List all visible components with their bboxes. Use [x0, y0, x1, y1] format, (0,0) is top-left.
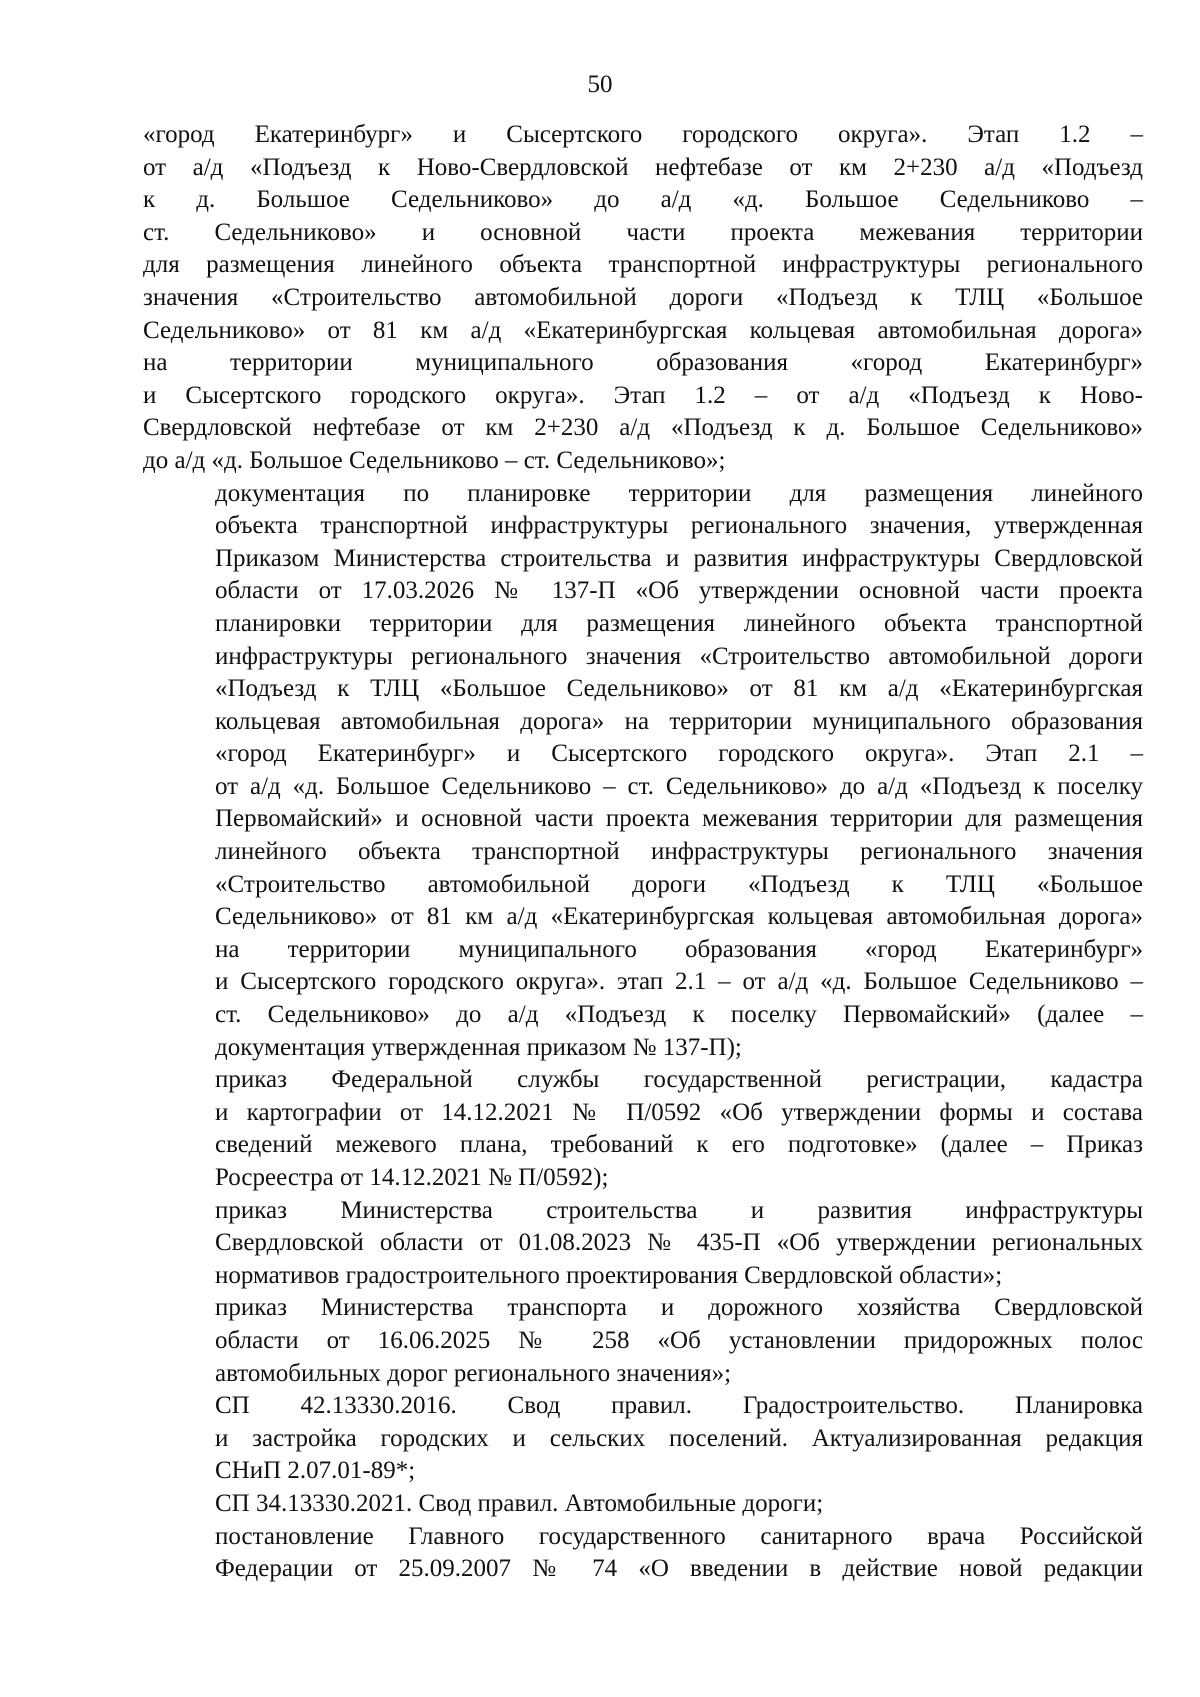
paragraph	[143, 1488, 1143, 1521]
text-line: и картографии от 14.12.2021 № П/0592 «Об утверждении формы и состава	[215, 1098, 1143, 1126]
text-line: до а/д «д. Большое Седельниково – ст. Седельниково»;	[143, 446, 726, 474]
paragraph	[143, 1390, 1143, 1488]
paragraph	[143, 119, 1143, 478]
paragraph	[143, 1195, 1143, 1293]
text-line: СП 34.13330.2021. Свод правил. Автомобильные дороги;	[215, 1489, 824, 1517]
text-line: на территории муниципального образования «город Екатеринбург»	[215, 935, 1143, 963]
text-line: «Строительство автомобильной дороги «Подъезд к ТЛЦ «Большое	[215, 870, 1143, 898]
paragraph	[143, 478, 1143, 1065]
text-line: документация утвержденная приказом № 137-П);	[215, 1033, 742, 1061]
text-line: значения «Строительство автомобильной дороги «Подъезд к ТЛЦ «Большое	[143, 283, 1143, 311]
text-line: к д. Большое Седельниково» до а/д «д. Большое Седельниково –	[143, 186, 1143, 214]
text-line: от а/д «Подъезд к Ново-Свердловской нефтебазе от км 2+230 а/д «Подъезд	[143, 153, 1143, 181]
paragraph	[143, 1292, 1143, 1390]
text-line: документация по планировке территории для размещения линейного	[215, 479, 1143, 507]
text-line: ст. Седельниково» и основной части проекта межевания территории	[143, 218, 1143, 246]
paragraph	[143, 1521, 1143, 1586]
text-line: постановление Главного государственного санитарного врача Российской	[215, 1522, 1143, 1550]
text-line: «Подъезд к ТЛЦ «Большое Седельниково» от 81 км а/д «Екатеринбургская	[215, 675, 1143, 703]
text-line: и Сысертского городского округа». Этап 1.2 – от а/д «Подъезд к Ново-	[143, 381, 1143, 409]
text-line: Приказом Министерства строительства и развития инфраструктуры Свердловской	[215, 544, 1143, 572]
text-line: Седельниково» от 81 км а/д «Екатеринбургская кольцевая автомобильная дорога»	[143, 316, 1143, 344]
text-line: «город Екатеринбург» и Сысертского городского округа». Этап 1.2 –	[143, 121, 1143, 148]
text-line: ст. Седельниково» до а/д «Подъезд к поселку Первомайский» (далее –	[215, 1001, 1143, 1029]
text-line: Росреестра от 14.12.2021 № П/0592);	[215, 1164, 609, 1191]
text-line: кольцевая автомобильная дорога» на территории муниципального образования	[215, 707, 1143, 735]
paragraph	[143, 1064, 1143, 1194]
text-line: приказ Министерства транспорта и дорожного хозяйства Свердловской	[215, 1294, 1143, 1322]
text-line: СП 42.13330.2016. Свод правил. Градостроительство. Планировка	[215, 1392, 1143, 1420]
text-line: сведений межевого плана, требований к его подготовке» (далее – Приказ	[215, 1131, 1143, 1159]
text-line: Седельниково» от 81 км а/д «Екатеринбургская кольцевая автомобильная дорога»	[215, 903, 1143, 931]
text-line: от а/д «д. Большое Седельниково – ст. Седельниково» до а/д «Подъезд к поселку	[215, 772, 1143, 800]
text-line: и застройка городских и сельских поселений. Актуализированная редакция	[215, 1424, 1143, 1452]
text-line: Первомайский» и основной части проекта межевания территории для размещения	[215, 805, 1143, 833]
text-line: СНиП 2.07.01-89*;	[215, 1457, 416, 1485]
text-line: Федерации от 25.09.2007 № 74 «О введении в действие новой редакции	[215, 1555, 1143, 1583]
document-body	[143, 119, 1143, 1586]
text-line: автомобильных дорог регионального значения»;	[215, 1359, 732, 1387]
text-line: «город Екатеринбург» и Сысертского городского округа». Этап 2.1 –	[215, 740, 1143, 768]
text-line: планировки территории для размещения линейного объекта транспортной	[215, 609, 1143, 637]
text-line: линейного объекта транспортной инфраструктуры регионального значения	[215, 838, 1143, 866]
text-line: области от 16.06.2025 № 258 «Об установлении придорожных полос	[215, 1326, 1143, 1354]
page-number: 50	[587, 71, 613, 98]
text-line: инфраструктуры регионального значения «Строительство автомобильной дороги	[215, 642, 1143, 670]
text-line: приказ Министерства строительства и развития инфраструктуры	[215, 1196, 1143, 1224]
text-line: нормативов градостроительного проектирования Свердловской области»;	[215, 1261, 1003, 1289]
text-line: для размещения линейного объекта транспортной инфраструктуры регионального	[143, 251, 1143, 279]
text-line: Свердловской области от 01.08.2023 № 435-П «Об утверждении региональных	[215, 1229, 1143, 1257]
text-line: и Сысертского городского округа». этап 2.1 – от а/д «д. Большое Седельниково –	[215, 968, 1143, 996]
text-line: объекта транспортной инфраструктуры регионального значения, утвержденная	[215, 512, 1143, 540]
text-line: на территории муниципального образования «город Екатеринбург»	[143, 349, 1143, 377]
text-line: Свердловской нефтебазе от км 2+230 а/д «Подъезд к д. Большое Седельниково»	[143, 414, 1143, 442]
text-line: приказ Федеральной службы государственной регистрации, кадастра	[215, 1066, 1143, 1094]
text-line: области от 17.03.2026 № 137-П «Об утверждении основной части проекта	[215, 577, 1143, 605]
